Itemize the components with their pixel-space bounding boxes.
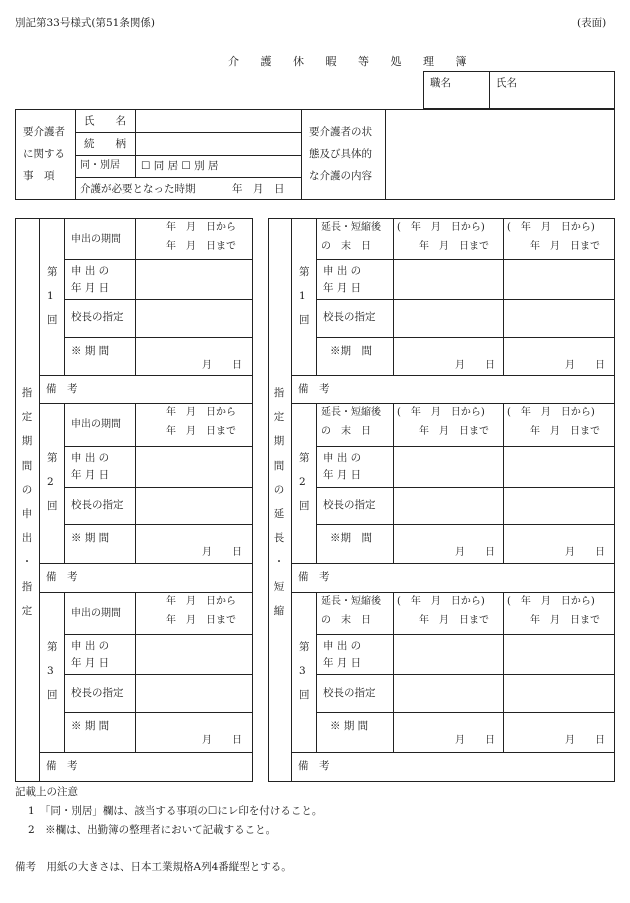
apply-date-label: 申 出 の <box>71 265 110 277</box>
month-day: 月 日 <box>202 360 242 371</box>
apply-date-label: 年 月 日 <box>71 469 110 481</box>
col-from: ( 年 月 日から) <box>507 407 595 418</box>
left-panel-title <box>20 388 34 630</box>
col-from: ( 年 月 日から) <box>507 222 595 233</box>
round-label: 回 <box>47 500 58 512</box>
end-date-label: 延長・短縮後 <box>321 407 381 418</box>
asterisk-period-label: ※ 期 間 <box>71 532 110 544</box>
round-label: 第 <box>47 641 58 653</box>
cohabit-row-label: 同・別居 <box>80 160 120 171</box>
principal-label: 校長の指定 <box>323 687 376 699</box>
asterisk-period-label: ※期 間 <box>330 532 372 544</box>
care-state-label-3: な介護の内容 <box>309 170 372 182</box>
round-label: 第 <box>47 265 58 278</box>
cohabit-options[interactable]: ☐ 同 居 ☐ 別 居 <box>141 160 219 172</box>
col-from: ( 年 月 日から) <box>397 407 485 418</box>
end-date-label: の 末 日 <box>321 426 371 437</box>
remarks-label: 備 考 <box>46 760 78 772</box>
vertical-title-char: 延 <box>273 507 285 520</box>
vertical-title-char: 指 <box>21 580 33 593</box>
period-from: 年 月 日から <box>166 596 236 607</box>
right-panel-title <box>272 388 286 630</box>
notes-heading: 記載上の注意 <box>15 786 78 798</box>
principal-label: 校長の指定 <box>71 499 124 511</box>
vertical-title-char: 期 <box>273 435 285 448</box>
vertical-title-char: 定 <box>21 411 33 424</box>
vertical-title-char: ・ <box>21 556 33 569</box>
round-label: 第 <box>299 641 310 653</box>
vertical-title-char: 定 <box>273 411 285 424</box>
period-to: 年 月 日まで <box>166 241 236 252</box>
note-item-2: 2 ※欄は、出勤簿の整理者において記載すること。 <box>28 824 277 836</box>
round-label: 2 <box>299 476 306 488</box>
round-label: 3 <box>299 665 306 677</box>
period-label: 申出の期間 <box>71 608 121 619</box>
apply-date-label: 年 月 日 <box>323 469 362 481</box>
principal-label: 校長の指定 <box>323 499 376 511</box>
side-note: (表面) <box>577 17 607 29</box>
period-from: 年 月 日から <box>166 222 236 233</box>
principal-label: 校長の指定 <box>71 687 124 699</box>
name-row-label: 氏 名 <box>84 115 126 127</box>
asterisk-period-label: ※期 間 <box>330 345 372 357</box>
apply-date-label: 年 月 日 <box>71 657 110 669</box>
care-state-label-2: 態及び具体的 <box>309 148 372 160</box>
vertical-title-char: 期 <box>21 435 33 448</box>
principal-label: 校長の指定 <box>323 311 376 323</box>
remarks-label: 備 考 <box>298 571 330 583</box>
end-date-label: の 末 日 <box>321 615 371 626</box>
round-label: 第 <box>299 265 310 278</box>
staff-box <box>423 71 615 109</box>
apply-date-label: 年 月 日 <box>323 657 362 669</box>
col-to: 年 月 日まで <box>419 615 489 626</box>
month-day: 月 日 <box>565 735 605 746</box>
name-label: 氏名 <box>496 77 517 89</box>
col-to: 年 月 日まで <box>530 426 600 437</box>
vertical-title-char: 出 <box>21 532 33 545</box>
vertical-title-char: 間 <box>273 459 285 472</box>
month-day: 月 日 <box>202 547 242 558</box>
vertical-title-char: 長 <box>273 532 285 545</box>
month-day: 月 日 <box>565 547 605 558</box>
principal-label: 校長の指定 <box>71 311 124 323</box>
end-date-label: の 末 日 <box>321 241 371 252</box>
period-from: 年 月 日から <box>166 407 236 418</box>
period-to: 年 月 日まで <box>166 615 236 626</box>
vertical-title-char: 縮 <box>273 604 285 617</box>
page-title: 介 護 休 暇 等 処 理 簿 <box>228 55 476 68</box>
col-to: 年 月 日まで <box>530 241 600 252</box>
vertical-title-char: 指 <box>21 387 33 399</box>
round-label: 1 <box>47 289 54 302</box>
round-label: 回 <box>299 689 310 701</box>
vertical-title-char: 間 <box>21 459 33 472</box>
round-label: 回 <box>299 500 310 512</box>
apply-date-label: 年 月 日 <box>323 282 362 294</box>
remarks-label: 備 考 <box>46 383 78 395</box>
vertical-title-char: の <box>273 483 285 496</box>
round-label: 回 <box>47 313 58 326</box>
month-day: 月 日 <box>455 547 495 558</box>
asterisk-period-label: ※ 期 間 <box>71 345 110 357</box>
relation-row-label: 続 柄 <box>84 138 126 150</box>
remarks-label: 備 考 <box>298 383 330 395</box>
col-to: 年 月 日まで <box>419 426 489 437</box>
round-label: 回 <box>299 313 310 326</box>
vertical-title-char: 申 <box>21 507 33 520</box>
notes-remark: 備考 用紙の大きさは、日本工業規格A列4番縦型とする。 <box>15 861 292 873</box>
care-state-label-1: 要介護者の状 <box>309 126 372 138</box>
round-label: 第 <box>47 452 58 464</box>
apply-date-label: 申 出 の <box>71 640 110 652</box>
round-label: 1 <box>299 289 306 302</box>
note-item-1: 1 「同・別居」欄は、該当する事項の☐にレ印を付けること。 <box>28 805 323 817</box>
vertical-title-char: の <box>21 483 33 496</box>
round-label: 第 <box>299 452 310 464</box>
end-date-label: 延長・短縮後 <box>321 222 381 233</box>
apply-date-label: 申 出 の <box>323 265 362 277</box>
round-label: 回 <box>47 689 58 701</box>
apply-date-label: 申 出 の <box>71 452 110 464</box>
apply-date-label: 年 月 日 <box>71 282 110 294</box>
end-date-label: 延長・短縮後 <box>321 596 381 607</box>
col-from: ( 年 月 日から) <box>397 596 485 607</box>
period-label: 申出の期間 <box>71 419 121 430</box>
vertical-title-char: ・ <box>273 556 285 569</box>
care-group-label-1: 要介護者 <box>23 126 65 138</box>
vertical-title-char: 定 <box>21 604 33 617</box>
care-group-label-2: に関する <box>23 148 65 160</box>
right-panel <box>268 218 615 782</box>
post-label: 職名 <box>430 77 451 89</box>
month-day: 月 日 <box>455 735 495 746</box>
apply-date-label: 申 出 の <box>323 452 362 464</box>
care-start-date: 年 月 日 <box>232 183 285 195</box>
remarks-label: 備 考 <box>298 760 330 772</box>
care-start-label: 介護が必要となった時期 <box>80 183 196 195</box>
care-group-label-3: 事 項 <box>23 170 55 182</box>
col-from: ( 年 月 日から) <box>397 222 485 233</box>
vertical-title-char: 短 <box>273 580 285 593</box>
period-to: 年 月 日まで <box>166 426 236 437</box>
round-label: 3 <box>47 665 54 677</box>
col-from: ( 年 月 日から) <box>507 596 595 607</box>
round-label: 2 <box>47 476 54 488</box>
vertical-title-char: 指 <box>273 387 285 399</box>
apply-date-label: 申 出 の <box>323 640 362 652</box>
asterisk-period-label: ※ 期 間 <box>71 720 110 732</box>
month-day: 月 日 <box>202 735 242 746</box>
month-day: 月 日 <box>565 360 605 371</box>
remarks-label: 備 考 <box>46 571 78 583</box>
period-label: 申出の期間 <box>71 234 121 245</box>
asterisk-period-label: ※ 期 間 <box>330 720 369 732</box>
col-to: 年 月 日まで <box>419 241 489 252</box>
month-day: 月 日 <box>455 360 495 371</box>
form-number: 別記第33号様式(第51条関係) <box>15 17 155 29</box>
col-to: 年 月 日まで <box>530 615 600 626</box>
